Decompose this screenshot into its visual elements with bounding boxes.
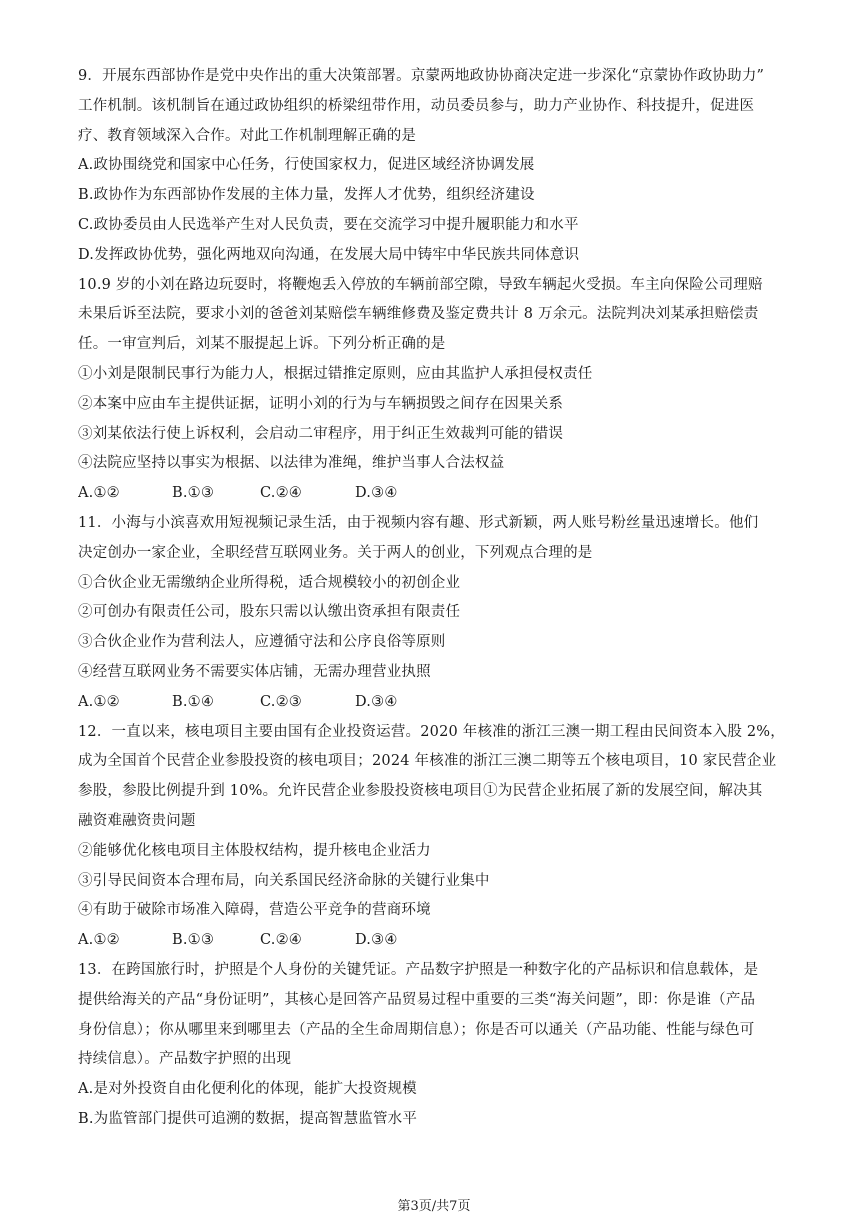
option-c: C.②③ bbox=[260, 693, 302, 710]
question-stem-line: 13．在跨国旅行时，护照是个人身份的关键凭证。产品数字护照是一种数字化的产品标识和信息载体，是 bbox=[78, 961, 759, 978]
statement-4: ④法院应坚持以事实为根据、以法律为准绳，维护当事人合法权益 bbox=[78, 455, 505, 472]
choice-a: A.政协围绕党和国家中心任务，行使国家权力，促进区域经济协调发展 bbox=[78, 157, 535, 174]
option-b: B.①③ bbox=[172, 932, 215, 949]
question-stem-line: 未果后诉至法院，要求小刘的爸爸刘某赔偿车辆维修费及鉴定费共计 8 万余元。法院判决刘某承担赔偿责 bbox=[78, 306, 759, 323]
question-stem-line: 11．小海与小滨喜欢用短视频记录生活，由于视频内容有趣、形式新颖，两人账号粉丝量迅速增长。他们 bbox=[78, 514, 759, 531]
answer-options bbox=[78, 479, 806, 509]
statement-2: ②可创办有限责任公司，股东只需以认缴出资承担有限责任 bbox=[78, 604, 461, 621]
statement-3: ③合伙企业作为营利法人，应遵循守法和公序良俗等原则 bbox=[78, 634, 446, 651]
answer-options bbox=[78, 926, 806, 956]
question-stem-line: 融资难融资贵问题 bbox=[78, 812, 196, 829]
statement-3: ③刘某依法行使上诉权利，会启动二审程序，用于纠正生效裁判可能的错误 bbox=[78, 425, 564, 442]
question-stem-line: 身份信息）；你从哪里来到哪里去（产品的全生命周期信息）；你是否可以通关（产品功能、性能与绿色可 bbox=[78, 1021, 755, 1038]
question-12 bbox=[78, 718, 806, 956]
question-stem-line: 决定创办一家企业，全职经营互联网业务。关于两人的创业，下列观点合理的是 bbox=[78, 544, 593, 561]
choice-a: A.是对外投资自由化便利化的体现，能扩大投资规模 bbox=[78, 1081, 417, 1098]
question-stem-line: 提供给海关的产品“身份证明”，其核心是回答产品贸易过程中重要的三类“海关问题”，即：你是谁（产品 bbox=[78, 991, 756, 1008]
option-d: D.③④ bbox=[355, 485, 398, 502]
question-13 bbox=[78, 956, 806, 1135]
question-9 bbox=[78, 62, 806, 271]
statement-1: ①合伙企业无需缴纳企业所得税，适合规模较小的初创企业 bbox=[78, 574, 461, 591]
statement-3: ③引导民间资本合理布局，向关系国民经济命脉的关键行业集中 bbox=[78, 872, 490, 889]
question-10 bbox=[78, 271, 806, 509]
option-a: A.①② bbox=[78, 485, 120, 502]
statement-1: ①小刘是限制民事行为能力人，根据过错推定原则，应由其监护人承担侵权责任 bbox=[78, 365, 593, 382]
answer-options bbox=[78, 688, 806, 718]
option-a: A.①② bbox=[78, 932, 120, 949]
statement-4: ④经营互联网业务不需要实体店铺，无需办理营业执照 bbox=[78, 663, 431, 680]
question-stem-line: 工作机制。该机制旨在通过政协组织的桥梁纽带作用，动员委员参与，助力产业协作、科技提升，促进医 bbox=[78, 97, 755, 114]
option-b: B.①④ bbox=[172, 693, 215, 710]
option-c: C.②④ bbox=[260, 485, 302, 502]
option-b: B.①③ bbox=[172, 485, 215, 502]
question-stem-line: 成为全国首个民营企业参股投资的核电项目；2024 年核准的浙江三澳二期等五个核电项目，10 家民营企业 bbox=[78, 753, 777, 770]
option-d: D.③④ bbox=[355, 932, 398, 949]
choice-b: B.政协作为东西部协作发展的主体力量，发挥人才优势，组织经济建设 bbox=[78, 187, 535, 204]
option-c: C.②④ bbox=[260, 932, 302, 949]
question-stem-line: 任。一审宣判后，刘某不服提起上诉。下列分析正确的是 bbox=[78, 336, 446, 353]
question-stem-line: 疗、教育领域深入合作。对此工作机制理解正确的是 bbox=[78, 127, 417, 144]
statement-2: ②能够优化核电项目主体股权结构，提升核电企业活力 bbox=[78, 842, 431, 859]
statement-2: ②本案中应由车主提供证据，证明小刘的行为与车辆损毁之间存在因果关系 bbox=[78, 395, 564, 412]
question-stem-line: 12．一直以来，核电项目主要由国有企业投资运营。2020 年核准的浙江三澳一期工程由民间资本入股 2%， bbox=[78, 723, 785, 740]
page-number: 第3页/共7页 bbox=[397, 1199, 471, 1214]
option-a: A.①② bbox=[78, 693, 120, 710]
choice-d: D.发挥政协优势，强化两地双向沟通，在发展大局中铸牢中华民族共同体意识 bbox=[78, 246, 580, 263]
choice-b: B.为监管部门提供可追溯的数据，提高智慧监管水平 bbox=[78, 1110, 418, 1127]
question-stem-line: 10.9 岁的小刘在路边玩耍时，将鞭炮丢入停放的车辆前部空隙，导致车辆起火受损。车主向保险公司理赔 bbox=[78, 276, 763, 293]
choice-c: C.政协委员由人民选举产生对人民负责，要在交流学习中提升履职能力和水平 bbox=[78, 216, 579, 233]
option-d: D.③④ bbox=[355, 693, 398, 710]
question-stem-line: 9．开展东西部协作是党中央作出的重大决策部署。京蒙两地政协协商决定进一步深化“京蒙协作政协助力” bbox=[78, 68, 765, 84]
question-11 bbox=[78, 509, 806, 718]
statement-4: ④有助于破除市场准入障碍，营造公平竞争的营商环境 bbox=[78, 902, 431, 919]
question-stem-line: 持续信息）。产品数字护照的出现 bbox=[78, 1051, 292, 1068]
question-stem-line: 参股，参股比例提升到 10%。允许民营企业参股投资核电项目①为民营企业拓展了新的发展空间，解决其 bbox=[78, 783, 763, 800]
